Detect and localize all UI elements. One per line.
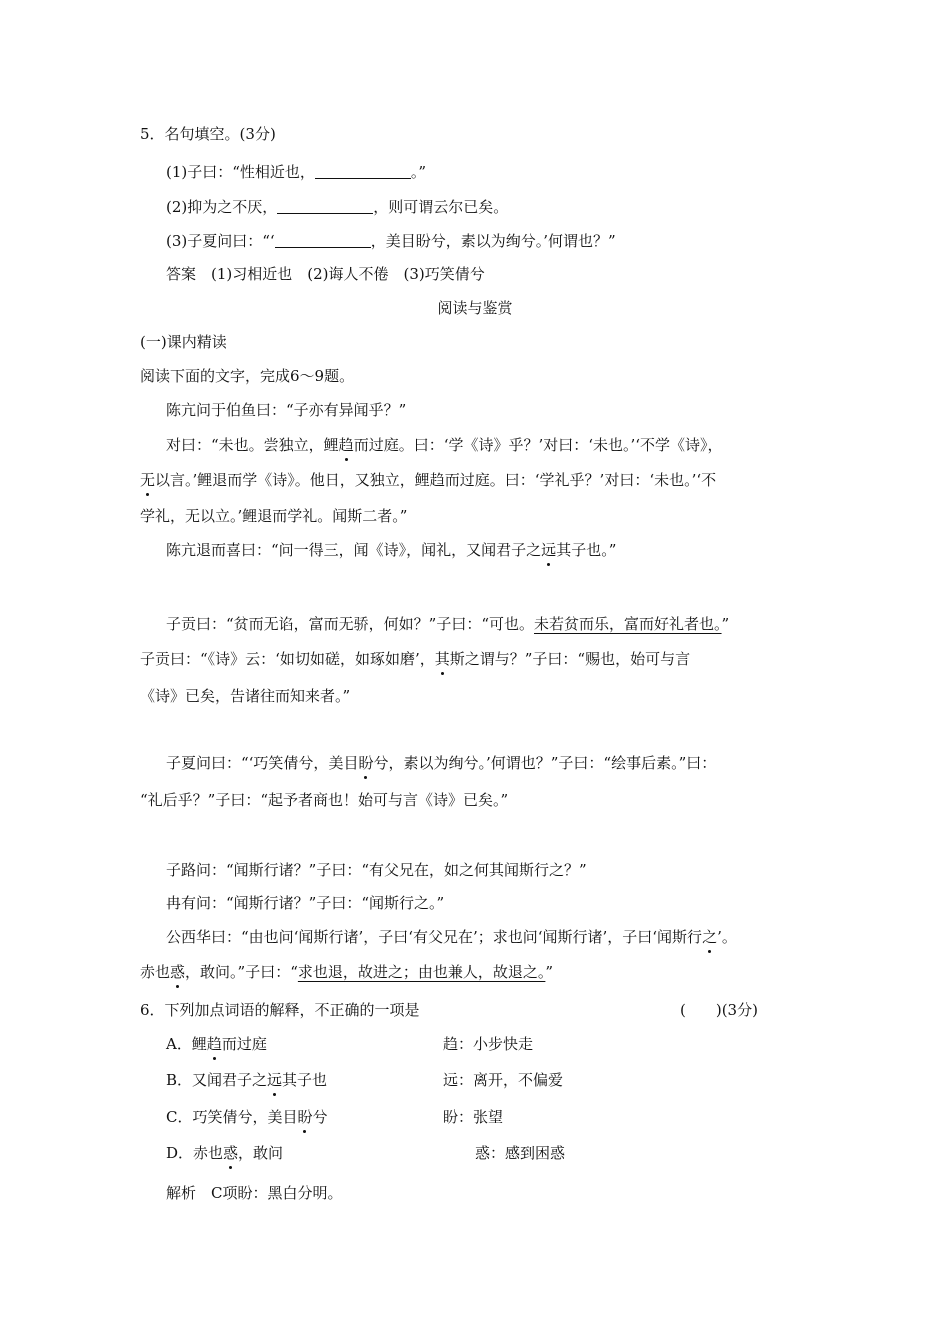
- emphasis-dot-char: 趋: [338, 436, 354, 454]
- passage-2-line-3: 《诗》已矣，告诸往而知来者。”: [140, 687, 351, 705]
- emphasis-dot-char: 盼: [358, 754, 374, 772]
- passage-2-line-1: 子贡曰：“贫而无谄，富而无骄，何如？”子曰：“可也。未若贫而乐，富而好礼者也。”: [166, 615, 730, 633]
- q6-option-d-gloss: 惑：感到困惑: [475, 1144, 566, 1162]
- answer-blank: [315, 164, 411, 179]
- q6-option-b-gloss: 远：离开，不偏爱: [443, 1071, 564, 1089]
- q6-answer-bracket: ( )(3分): [680, 1001, 758, 1019]
- emphasis-dot-char: 远: [541, 541, 557, 559]
- passage-3-line-1: 子夏问曰：“‘巧笑倩兮，美目盼兮，素以为绚兮。’何谓也？”子曰：“绘事后素。”曰：: [166, 754, 717, 772]
- passage-4-line-3: 公西华曰：“由也问‘闻斯行诸’，子曰‘有父兄在’；求也问‘闻斯行诸’，子曰‘闻斯行之’。: [166, 928, 737, 946]
- passage-4-line-4: 赤也惑，敢问。”子曰：“求也退，故进之；由也兼人，故退之。”: [140, 963, 554, 981]
- emphasis-dot-char: 趋: [206, 1035, 222, 1053]
- q6-option-c-gloss: 盼：张望: [443, 1108, 504, 1126]
- q5-line-2: (2)抑为之不厌， ，则可谓云尔已矣。: [166, 198, 509, 216]
- passage-1-line-5: 陈亢退而喜曰：“问一得三，闻《诗》，闻礼，又闻君子之远其子也。”: [166, 541, 617, 559]
- q6-option-b: B．又闻君子之远其子也: [166, 1071, 328, 1089]
- passage-4-line-2: 冉有问：“闻斯行诸？”子曰：“闻斯行之。”: [166, 894, 445, 912]
- underlined-sentence: 未若贫而乐，富而好礼者也。: [534, 615, 722, 633]
- q6-option-a: A．鲤趋而过庭: [166, 1035, 267, 1053]
- q5-line-3: (3)子夏问曰：“‘ ，美目盼兮，素以为绚兮。’何谓也？”: [166, 232, 616, 250]
- emphasis-dot-char: 其: [434, 650, 450, 668]
- q6-title: 6．下列加点词语的解释，不正确的一项是: [140, 1001, 420, 1019]
- emphasis-dot-char: 远: [267, 1071, 283, 1089]
- q5-answer: 答案 (1)习相近也 (2)诲人不倦 (3)巧笑倩兮: [166, 265, 485, 283]
- q6-analysis: 解析 C项盼：黑白分明。: [166, 1184, 343, 1202]
- emphasis-dot-char: 惑: [223, 1144, 239, 1162]
- q6-option-c: C．巧笑倩兮，美目盼兮: [166, 1108, 328, 1126]
- underlined-sentence: 求也退，故进之；由也兼人，故退之。: [297, 963, 546, 981]
- q5-line-1: (1)子曰：“性相近也， 。”: [166, 163, 427, 181]
- emphasis-dot-char: 无: [140, 471, 156, 489]
- passage-1-line-2: 对曰：“未也。尝独立，鲤趋而过庭。曰：‘学《诗》乎？’对曰：‘未也。’‘不学《诗》，: [166, 436, 723, 454]
- sub-title: (一)课内精读: [140, 333, 227, 351]
- answer-blank: [277, 199, 373, 214]
- q5-title: 5．名句填空。(3分): [140, 125, 276, 143]
- section-title: 阅读与鉴赏: [437, 299, 513, 317]
- emphasis-dot-char: 之: [702, 928, 718, 946]
- emphasis-dot-char: 盼: [297, 1108, 313, 1126]
- passage-4-line-1: 子路问：“闻斯行诸？”子曰：“有父兄在，如之何其闻斯行之？”: [166, 861, 587, 879]
- instruction: 阅读下面的文字，完成6～9题。: [140, 367, 355, 385]
- emphasis-dot-char: 惑: [170, 963, 186, 981]
- passage-3-line-2: “礼后乎？”子曰：“起予者商也！始可与言《诗》已矣。”: [140, 791, 509, 809]
- answer-blank: [275, 233, 371, 248]
- passage-1-line-3: 无以言。’鲤退而学《诗》。他日，又独立，鲤趋而过庭。曰：‘学礼乎？’对曰：‘未也。’‘不: [140, 471, 717, 489]
- q6-option-a-gloss: 趋：小步快走: [443, 1035, 534, 1053]
- passage-2-line-2: 子贡曰：“《诗》云：‘如切如磋，如琢如磨’，其斯之谓与？”子曰：“赐也，始可与言: [140, 650, 691, 668]
- passage-1-line-1: 陈亢问于伯鱼曰：“子亦有异闻乎？”: [166, 401, 407, 419]
- q6-option-d: D．赤也惑，敢问: [166, 1144, 284, 1162]
- passage-1-line-4: 学礼，无以立。’鲤退而学礼。闻斯二者。”: [140, 507, 408, 525]
